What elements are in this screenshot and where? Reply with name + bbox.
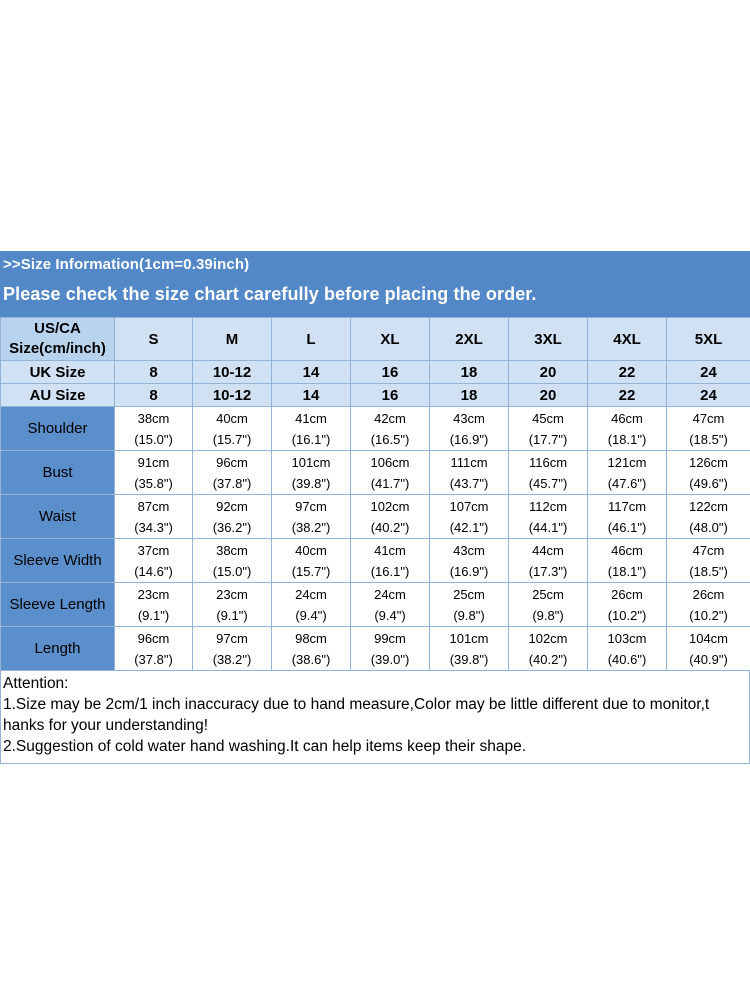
uk-size-cell: 16 xyxy=(351,361,430,384)
attention-notes xyxy=(0,671,750,764)
measurement-cell xyxy=(430,539,509,583)
uk-size-row xyxy=(1,361,750,384)
measurement-inch: (38.2") xyxy=(212,651,252,667)
measurement-cell xyxy=(509,495,588,539)
measurement-cell xyxy=(272,583,351,627)
measurement-inch: (16.1") xyxy=(291,431,331,447)
measurement-inch: (14.6") xyxy=(134,563,173,579)
measurement-cell xyxy=(667,627,750,671)
size-table-body xyxy=(1,318,750,671)
measurement-cell xyxy=(588,583,667,627)
measurement-cm: 40cm xyxy=(295,542,327,558)
measurement-cell xyxy=(509,451,588,495)
measurement-cell xyxy=(272,495,351,539)
measurement-inch: (48.0") xyxy=(689,519,728,535)
au-size-cell: 20 xyxy=(509,384,588,407)
measurement-cell xyxy=(430,583,509,627)
measurement-inch: (37.8") xyxy=(212,475,252,491)
measurement-inch: (16.9") xyxy=(449,563,489,579)
measurement-inch: (43.7") xyxy=(449,475,489,491)
au-size-cell: 16 xyxy=(351,384,430,407)
measurement-cell xyxy=(667,583,750,627)
measurement-cm: 46cm xyxy=(611,542,643,558)
measurement-cm: 43cm xyxy=(453,410,485,426)
size-header-cell: 3XL xyxy=(509,318,588,361)
measurement-cm: 111cm xyxy=(450,454,488,470)
uk-size-cell: 10-12 xyxy=(193,361,272,384)
size-header-cell: L xyxy=(272,318,351,361)
size-header-cell: M xyxy=(193,318,272,361)
us-size-row xyxy=(1,318,750,361)
measurement-inch: (9.4") xyxy=(295,607,327,623)
measurement-inch: (34.3") xyxy=(134,519,173,535)
measurement-cm: 41cm xyxy=(374,542,406,558)
measurement-inch: (16.1") xyxy=(370,563,410,579)
measurement-cm: 116cm xyxy=(528,454,568,470)
measurement-inch: (17.3") xyxy=(528,563,568,579)
measurement-cm: 47cm xyxy=(692,542,725,558)
measurement-inch: (42.1") xyxy=(449,519,489,535)
measurement-cell xyxy=(430,495,509,539)
measurement-inch: (15.7") xyxy=(212,431,252,447)
measurement-inch: (45.7") xyxy=(528,475,568,491)
measurement-cell xyxy=(588,539,667,583)
measurement-cell xyxy=(588,627,667,671)
measurement-cm: 43cm xyxy=(453,542,485,558)
measurement-inch: (9.8") xyxy=(453,607,485,623)
measurement-inch: (40.9") xyxy=(689,651,728,667)
au-size-cell: 18 xyxy=(430,384,509,407)
uk-size-cell: 24 xyxy=(667,361,750,384)
measurement-cm: 23cm xyxy=(216,586,248,602)
measurement-cm: 97cm xyxy=(216,630,248,646)
size-info-title: >>Size Information(1cm=0.39inch) xyxy=(3,256,250,273)
measurement-cm: 44cm xyxy=(532,542,564,558)
measurement-row xyxy=(1,495,750,539)
attention-note-1a: 1.Size may be 2cm/1 inch inaccuracy due to hand measure,Color may be little different due to monitor,t xyxy=(3,696,710,713)
measurement-cm: 45cm xyxy=(532,410,564,426)
attention-note-2: 2.Suggestion of cold water hand washing.It can help items keep their shape. xyxy=(3,738,527,755)
measurement-cm: 38cm xyxy=(137,410,170,426)
size-info-instruction: Please check the size chart carefully before placing the order. xyxy=(3,284,537,304)
measurement-cm: 102cm xyxy=(370,498,410,514)
us-size-label-line1: US/CA xyxy=(34,320,81,337)
measurement-cell xyxy=(193,627,272,671)
measurement-row xyxy=(1,627,750,671)
measurement-cell xyxy=(193,539,272,583)
measurement-cm: 104cm xyxy=(688,630,729,646)
measurement-cm: 37cm xyxy=(137,542,170,558)
measurement-inch: (16.9") xyxy=(449,431,489,447)
measurement-cell xyxy=(115,539,193,583)
measurement-cell xyxy=(351,583,430,627)
measurement-inch: (41.7") xyxy=(370,475,410,491)
measurement-cell xyxy=(509,583,588,627)
au-size-label: AU Size xyxy=(1,384,115,407)
measurement-cell xyxy=(193,583,272,627)
measurement-inch: (18.5") xyxy=(689,563,728,579)
attention-title: Attention: xyxy=(3,675,69,692)
measurement-cell xyxy=(115,627,193,671)
measurement-cm: 24cm xyxy=(374,586,406,602)
measurement-inch: (18.1") xyxy=(607,431,647,447)
measurement-cell xyxy=(667,451,750,495)
measurement-cm: 121cm xyxy=(607,454,647,470)
measurement-cm: 101cm xyxy=(291,454,331,470)
measurement-cell xyxy=(509,539,588,583)
measurement-cell xyxy=(351,495,430,539)
au-size-cell: 14 xyxy=(272,384,351,407)
measurement-cell xyxy=(193,451,272,495)
uk-size-cell: 18 xyxy=(430,361,509,384)
measurement-inch: (39.8") xyxy=(449,651,489,667)
measurement-cell xyxy=(430,627,509,671)
measurement-cell xyxy=(509,627,588,671)
measurement-inch: (40.2") xyxy=(370,519,410,535)
uk-size-label: UK Size xyxy=(1,361,115,384)
measurement-label: Bust xyxy=(1,451,115,495)
measurement-cell xyxy=(351,407,430,451)
measurement-cm: 91cm xyxy=(137,454,170,470)
measurement-inch: (18.5") xyxy=(689,431,728,447)
measurement-cell xyxy=(272,407,351,451)
measurement-cell xyxy=(430,407,509,451)
measurement-inch: (9.8") xyxy=(532,607,564,623)
measurement-cm: 97cm xyxy=(295,498,327,514)
measurement-cm: 41cm xyxy=(295,410,327,426)
size-header-cell: XL xyxy=(351,318,430,361)
measurement-inch: (15.0") xyxy=(212,563,252,579)
size-table xyxy=(0,317,750,671)
measurement-cm: 96cm xyxy=(216,454,248,470)
measurement-inch: (37.8") xyxy=(134,651,173,667)
measurement-inch: (9.4") xyxy=(374,607,406,623)
measurement-cm: 46cm xyxy=(611,410,643,426)
measurement-cm: 126cm xyxy=(688,454,729,470)
attention-note-1b: hanks for your understanding! xyxy=(3,717,209,734)
measurement-row xyxy=(1,451,750,495)
measurement-cell xyxy=(588,407,667,451)
measurement-inch: (40.2") xyxy=(528,651,568,667)
measurement-inch: (46.1") xyxy=(607,519,647,535)
measurement-inch: (10.2") xyxy=(689,607,728,623)
measurement-cell xyxy=(351,539,430,583)
au-size-cell: 8 xyxy=(115,384,193,407)
measurement-cell xyxy=(193,407,272,451)
measurement-inch: (39.0") xyxy=(370,651,410,667)
measurement-cm: 25cm xyxy=(453,586,485,602)
measurement-cell xyxy=(667,539,750,583)
measurement-cm: 38cm xyxy=(216,542,248,558)
measurement-cm: 103cm xyxy=(607,630,647,646)
measurement-cm: 42cm xyxy=(374,410,406,426)
au-size-cell: 22 xyxy=(588,384,667,407)
measurement-cm: 40cm xyxy=(216,410,248,426)
uk-size-cell: 22 xyxy=(588,361,667,384)
measurement-inch: (49.6") xyxy=(689,475,728,491)
measurement-inch: (15.7") xyxy=(291,563,331,579)
measurement-inch: (47.6") xyxy=(607,475,647,491)
measurement-inch: (35.8") xyxy=(134,475,173,491)
uk-size-cell: 20 xyxy=(509,361,588,384)
measurement-cm: 102cm xyxy=(528,630,568,646)
au-size-row xyxy=(1,384,750,407)
measurement-cell xyxy=(115,583,193,627)
measurement-cm: 101cm xyxy=(449,630,489,646)
measurement-row xyxy=(1,407,750,451)
measurement-inch: (17.7") xyxy=(528,431,568,447)
size-chart xyxy=(0,251,750,764)
au-size-cell: 24 xyxy=(667,384,750,407)
measurement-cell xyxy=(588,495,667,539)
measurement-inch: (38.6") xyxy=(291,651,331,667)
measurement-cm: 87cm xyxy=(137,498,170,514)
measurement-cm: 98cm xyxy=(295,630,327,646)
uk-size-cell: 8 xyxy=(115,361,193,384)
measurement-label: Shoulder xyxy=(1,407,115,451)
measurement-cm: 96cm xyxy=(137,630,170,646)
measurement-cell xyxy=(430,451,509,495)
measurement-inch: (44.1") xyxy=(528,519,568,535)
measurement-cell xyxy=(351,451,430,495)
measurement-cm: 106cm xyxy=(370,454,410,470)
au-size-cell: 10-12 xyxy=(193,384,272,407)
measurement-cell xyxy=(272,627,351,671)
us-size-label xyxy=(1,318,115,361)
us-size-label-line2: Size(cm/inch) xyxy=(9,340,106,357)
measurement-cell xyxy=(667,407,750,451)
measurement-label: Sleeve Length xyxy=(1,583,115,627)
measurement-inch: (9.1") xyxy=(137,607,170,623)
measurement-cm: 122cm xyxy=(688,498,729,514)
measurement-label: Sleeve Width xyxy=(1,539,115,583)
measurement-cell xyxy=(272,451,351,495)
measurement-row xyxy=(1,583,750,627)
measurement-inch: (38.2") xyxy=(291,519,331,535)
measurement-cell xyxy=(351,627,430,671)
measurement-cm: 24cm xyxy=(295,586,327,602)
measurement-inch: (10.2") xyxy=(607,607,647,623)
size-header-cell: 5XL xyxy=(667,318,750,361)
measurement-cell xyxy=(588,451,667,495)
measurement-cell xyxy=(193,495,272,539)
measurement-inch: (9.1") xyxy=(216,607,248,623)
measurement-inch: (36.2") xyxy=(212,519,252,535)
measurement-cell xyxy=(667,495,750,539)
measurement-cm: 112cm xyxy=(528,498,568,514)
measurement-label: Waist xyxy=(1,495,115,539)
size-info-banner xyxy=(0,251,750,317)
measurement-cm: 92cm xyxy=(216,498,248,514)
measurement-cm: 99cm xyxy=(374,630,406,646)
size-header-cell: 4XL xyxy=(588,318,667,361)
measurement-cell xyxy=(272,539,351,583)
measurement-inch: (40.6") xyxy=(607,651,647,667)
measurement-inch: (16.5") xyxy=(370,431,410,447)
measurement-row xyxy=(1,539,750,583)
size-header-cell: 2XL xyxy=(430,318,509,361)
measurement-cm: 47cm xyxy=(692,410,725,426)
measurement-cm: 26cm xyxy=(611,586,643,602)
measurement-cm: 23cm xyxy=(137,586,170,602)
measurement-inch: (39.8") xyxy=(291,475,331,491)
measurement-cell xyxy=(115,451,193,495)
measurement-label: Length xyxy=(1,627,115,671)
measurement-cell xyxy=(509,407,588,451)
measurement-inch: (18.1") xyxy=(607,563,647,579)
measurement-cell xyxy=(115,407,193,451)
size-header-cell: S xyxy=(115,318,193,361)
measurement-cm: 25cm xyxy=(532,586,564,602)
uk-size-cell: 14 xyxy=(272,361,351,384)
measurement-cm: 117cm xyxy=(607,498,647,514)
measurement-inch: (15.0") xyxy=(134,431,173,447)
measurement-cell xyxy=(115,495,193,539)
measurement-cm: 26cm xyxy=(692,586,725,602)
measurement-cm: 107cm xyxy=(449,498,489,514)
